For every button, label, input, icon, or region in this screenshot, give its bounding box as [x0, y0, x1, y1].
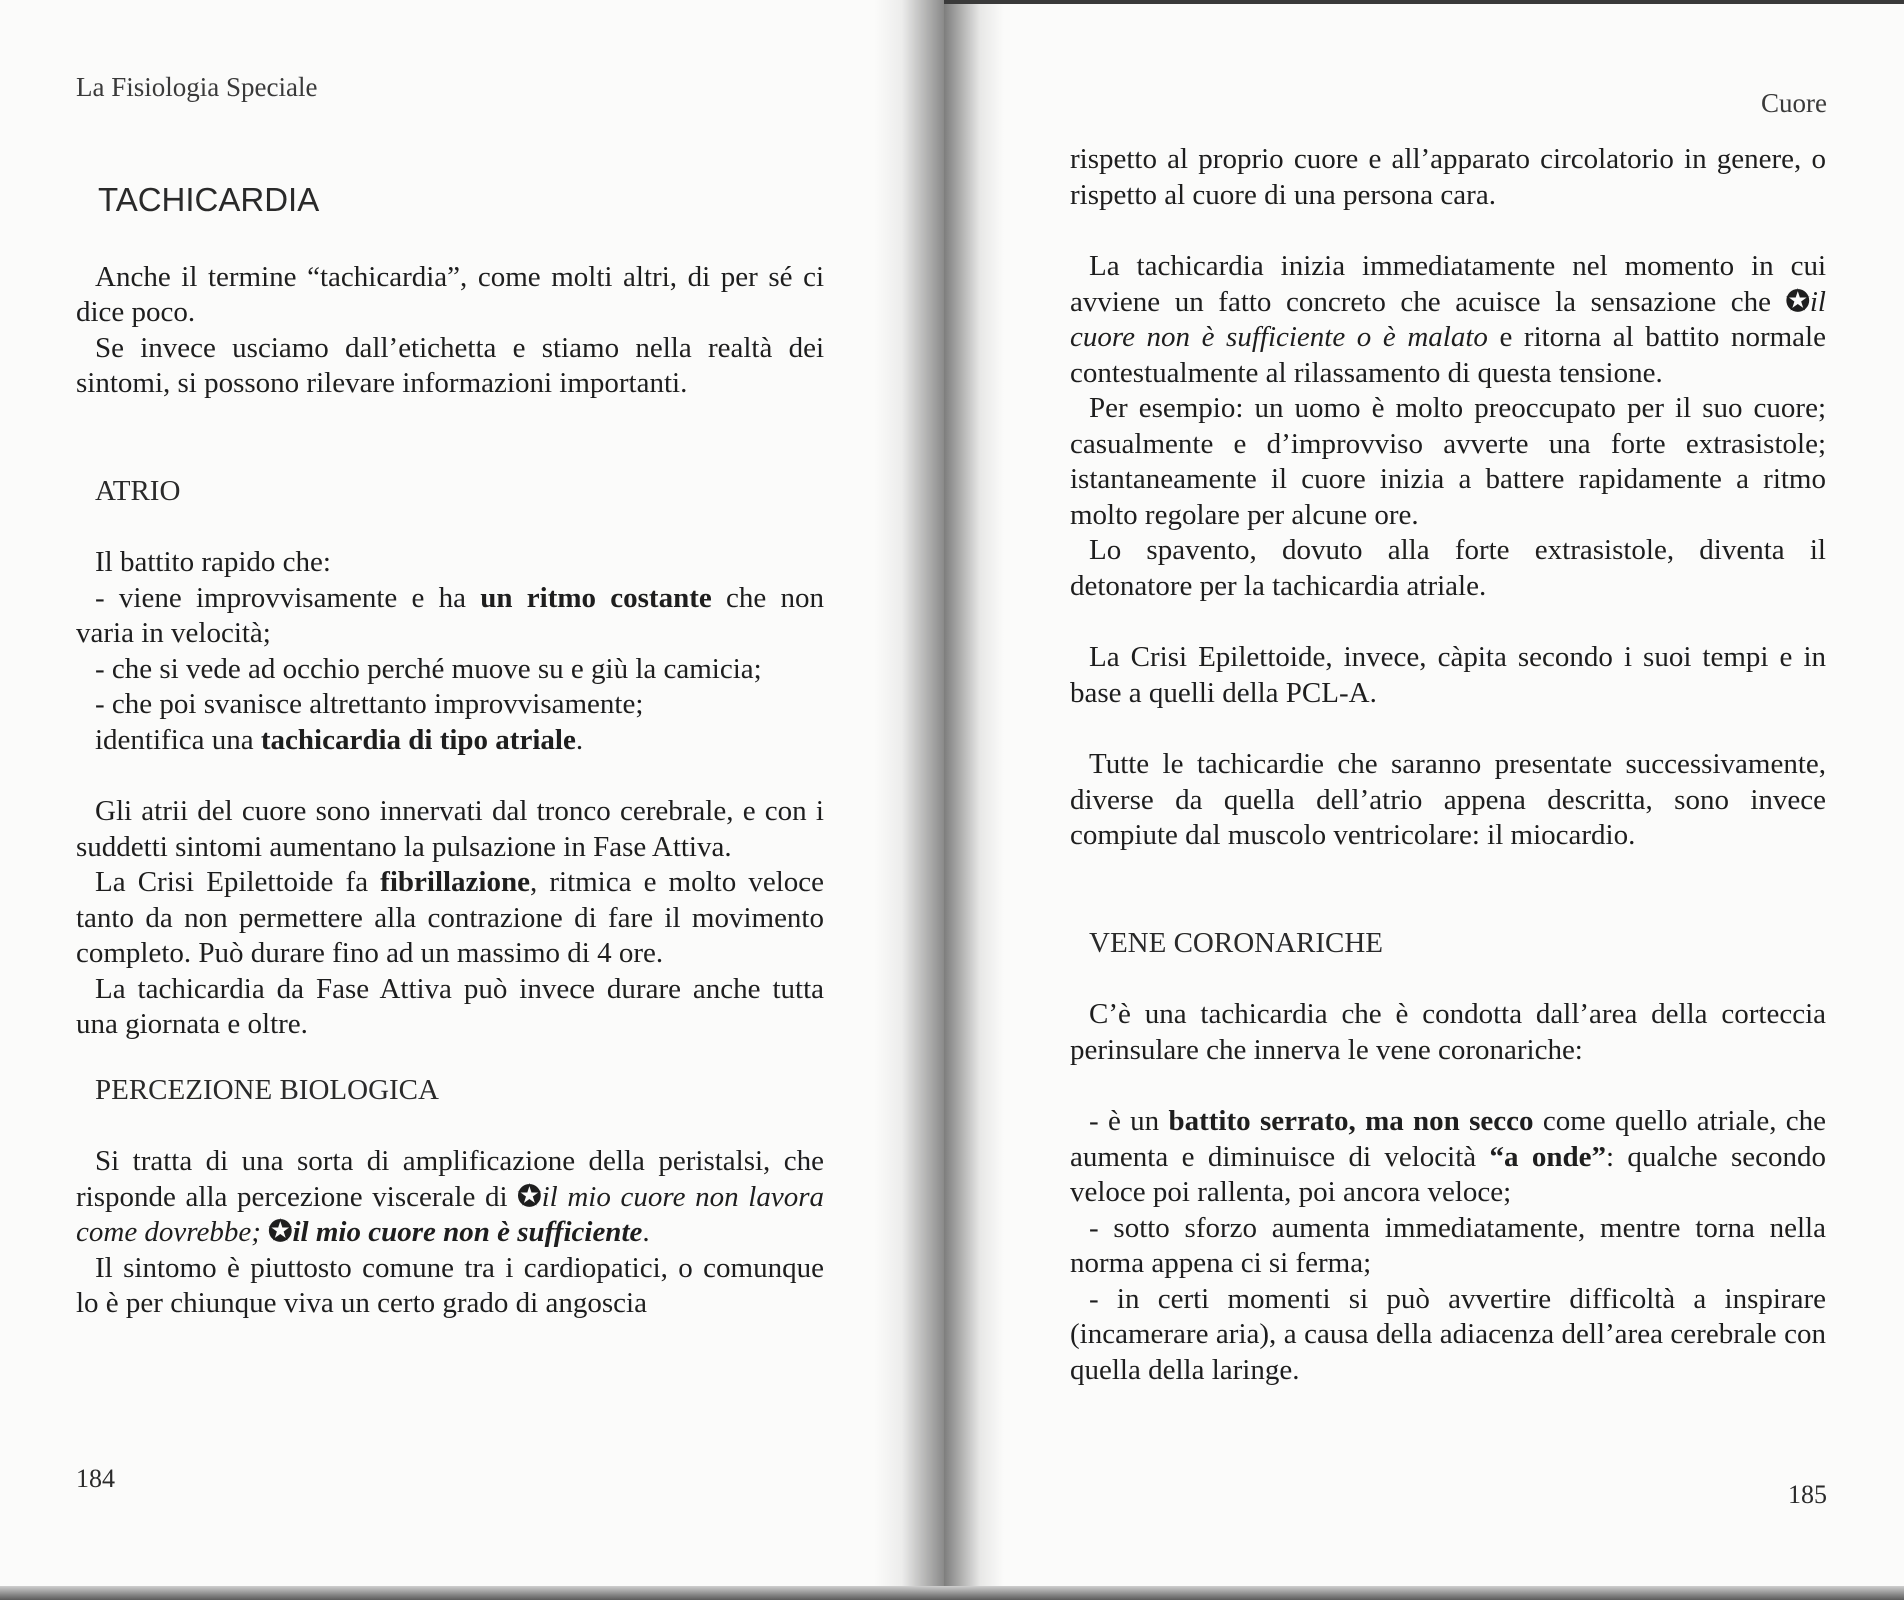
atrio-conclusion: identifica una tachicardia di tipo atriale.: [95, 723, 584, 756]
page-bottom-edge: [944, 1586, 1904, 1600]
left-text-column: [76, 182, 824, 1322]
star-symbol-icon: ✪: [517, 1180, 542, 1213]
percezione-paragraph-2: Il sintomo è piuttosto comune tra i cardiopatici, o comunque lo è per chiunque viva un certo grado di angoscia: [76, 1251, 824, 1319]
atrio-item-3: - che poi svanisce altrettanto improvvisamente;: [95, 688, 644, 720]
page-number: 185: [1788, 1480, 1827, 1509]
page-title: TACHICARDIA: [98, 181, 320, 218]
inizio-paragraph-1: La tachicardia inizia immediatamente nel momento in cui avviene un fatto concreto che acuisce la sensazione che ✪il cuore non è sufficiente o è malato e ritorna al battito normale contestualmente al rilassamento di questa tensione.: [1070, 250, 1826, 389]
inizio-paragraph-2: Per esempio: un uomo è molto preoccupato per il suo cuore; casualmente e d’improvviso avverte una forte extrasistole; istantaneamente il cuore inizia a battere rapidamente a ritmo molto regolare per alcune ore.: [1070, 392, 1826, 531]
running-head: Cuore: [1761, 88, 1827, 118]
gutter-shadow: [944, 0, 1004, 1600]
gutter-shadow: [874, 0, 944, 1600]
right-text-column: [1070, 142, 1826, 1388]
running-head: La Fisiologia Speciale: [76, 72, 318, 102]
atrii-paragraph-1: Gli atrii del cuore sono innervati dal tronco cerebrale, e con i suddetti sintomi aumentano la pulsazione in Fase Attiva.: [76, 795, 824, 863]
section-heading-percezione: PERCEZIONE BIOLOGICA: [95, 1073, 439, 1106]
continuation-paragraph: rispetto al proprio cuore e all’apparato circolatorio in genere, o rispetto al cuore di una persona cara.: [1070, 143, 1826, 211]
intro-paragraph-1: Anche il termine “tachicardia”, come molti altri, di per sé ci dice poco.: [76, 260, 824, 328]
atrio-item-1: - viene improvvisamente e ha un ritmo costante che non varia in velocità;: [76, 581, 824, 649]
crisi-paragraph: La Crisi Epilettoide, invece, càpita secondo i suoi tempi e in base a quelli della PCL-A.: [1070, 641, 1826, 709]
page-bottom-edge: [0, 1586, 944, 1600]
intro-paragraph-2: Se invece usciamo dall’etichetta e stiamo nella realtà dei sintomi, si possono rilevare informazioni importanti.: [76, 331, 824, 399]
vene-item-2: - sotto sforzo aumenta immediatamente, mentre torna nella norma appena ci si ferma;: [1070, 1211, 1826, 1279]
star-symbol-icon: ✪: [268, 1216, 293, 1248]
inizio-paragraph-3: Lo spavento, dovuto alla forte extrasistole, diventa il detonatore per la tachicardia atriale.: [1070, 534, 1826, 602]
tutte-paragraph: Tutte le tachicardie che saranno presentate successivamente, diverse da quella dell’atrio appena descritta, sono invece compiute dal muscolo ventricolare: il miocardio.: [1070, 748, 1826, 851]
right-page: [944, 0, 1904, 1600]
atrio-lead: Il battito rapido che:: [95, 546, 331, 578]
page-top-edge: [944, 0, 1904, 4]
vene-item-1: - è un battito serrato, ma non secco come quello atriale, che aumenta e diminuisce di velocità “a onde”: qualche secondo veloce poi rallenta, poi ancora veloce;: [1070, 1105, 1827, 1208]
atrio-item-2: - che si vede ad occhio perché muove su e giù la camicia;: [95, 652, 762, 685]
section-heading-vene: VENE CORONARICHE: [1089, 926, 1384, 959]
atrii-paragraph-2: La Crisi Epilettoide fa fibrillazione, ritmica e molto veloce tanto da non permettere alla contrazione di fare il movimento completo. Può durare fino ad un massimo di 4 ore.: [76, 866, 824, 969]
vene-intro: C’è una tachicardia che è condotta dall’area della corteccia perinsulare che innerva le vene coronariche:: [1070, 998, 1826, 1066]
star-symbol-icon: ✪: [1785, 285, 1810, 318]
left-page: [0, 0, 944, 1600]
vene-item-3: - in certi momenti si può avvertire difficoltà a inspirare (incamerare aria), a causa della adiacenza dell’area cerebrale con quella della laringe.: [1070, 1282, 1826, 1386]
atrii-paragraph-3: La tachicardia da Fase Attiva può invece durare anche tutta una giornata e oltre.: [76, 972, 824, 1040]
percezione-paragraph-1: Si tratta di una sorta di amplificazione della peristalsi, che risponde alla percezione viscerale di ✪il mio cuore non lavora come dovrebbe; ✪il mio cuore non è sufficiente.: [76, 1145, 825, 1248]
page-number: 184: [76, 1464, 115, 1493]
section-heading-atrio: ATRIO: [95, 474, 181, 507]
